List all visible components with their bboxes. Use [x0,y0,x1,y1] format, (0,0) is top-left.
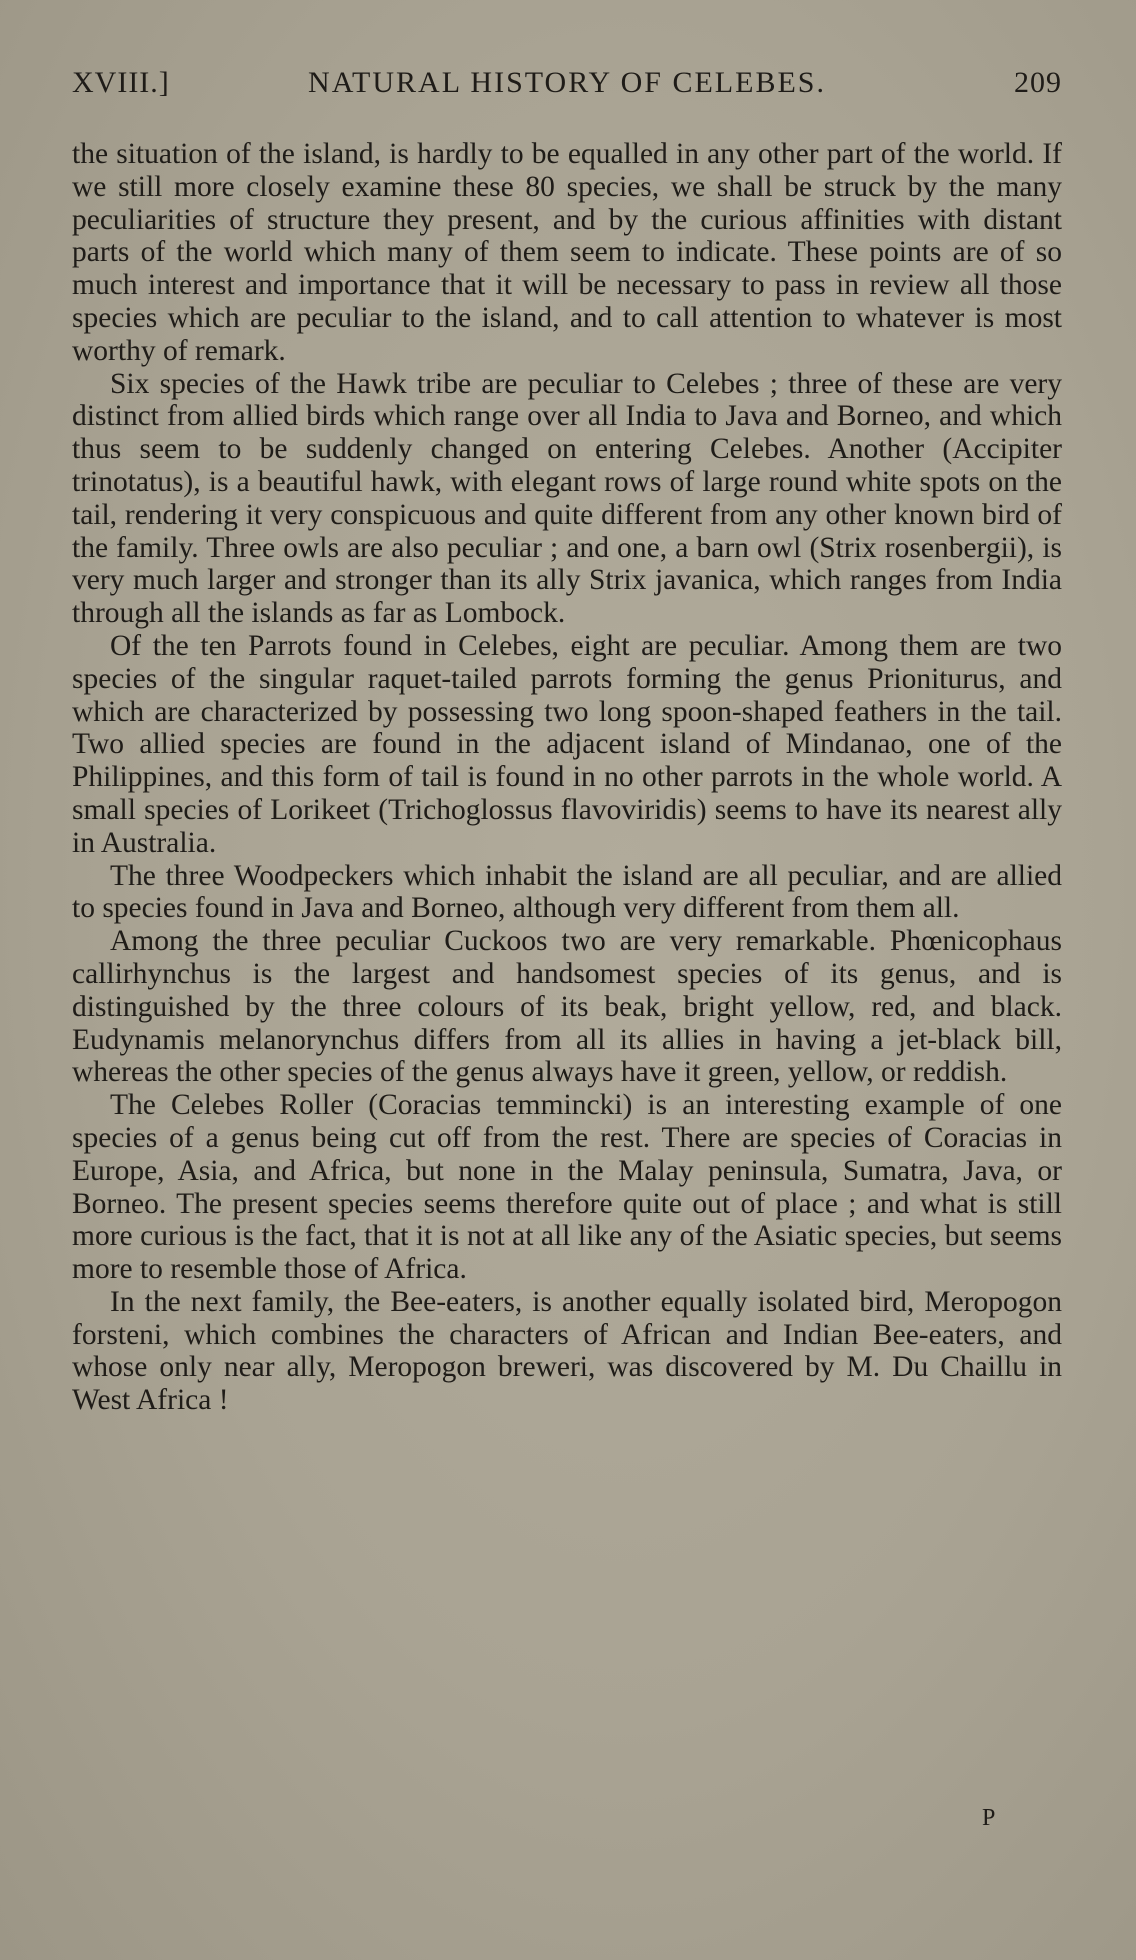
paragraph-continuation: the situation of the island, is hardly to be equalled in any other part of the world. If we still more closely examine these 80 species, we shall be struck by the many peculiarities of structure they present, and by the curious affinities with distant parts of the world which many of them seem to indicate. These points are of so much interest and importance that it will be necessary to pass in review all those species which are peculiar to the island, and to call attention to whatever is most worthy of remark. [72,138,1062,367]
page-number: 209 [1014,66,1062,99]
paragraph-parrots: Of the ten Parrots found in Celebes, eight are peculiar. Among them are two species of the singular raquet-tailed parrots forming the genus Prioniturus, and which are characterized by possessing two long spoon-shaped feathers in the tail. Two allied species are found in the adjacent island of Mindanao, one of the Philippines, and this form of tail is found in no other parrots in the whole world. A small species of Lorikeet (Trichoglossus flavoviridis) seems to have its nearest ally in Australia. [72,629,1062,859]
paragraph-bee-eaters: In the next family, the Bee-eaters, is another equally isolated bird, Meropogon forsteni, which combines the characters of African and Indian Bee-eaters, and whose only near ally, Meropogon breweri, was discovered by M. Du Chaillu in West Africa ! [72,1285,1062,1417]
paragraph-roller: The Celebes Roller (Coracias temmincki) is an interesting example of one species of a genus being cut off from the rest. There are species of Coracias in Europe, Asia, and Africa, but none in the Malay peninsula, Sumatra, Java, or Borneo. The present species seems therefore quite out of place ; and what is still more curious is the fact, that it is not at all like any of the Asiatic species, but seems more to resemble those of Africa. [72,1089,1062,1286]
running-title: NATURAL HISTORY OF CELEBES. [308,66,826,99]
page-body [72,138,1062,1417]
paragraph-hawks-owls: Six species of the Hawk tribe are peculiar to Celebes ; three of these are very distinct from allied birds which range over all India to Java and Borneo, and which thus seem to be suddenly changed on entering Celebes. Another (Accipiter trinotatus), is a beautiful hawk, with elegant rows of large round white spots on the tail, rendering it very conspicuous and quite different from any other known bird of the family. Three owls are also peculiar ; and one, a barn owl (Strix rosenbergii), is very much larger and stronger than its ally Strix javanica, which ranges from India through all the islands as far as Lombock. [72,367,1062,630]
paragraph-woodpeckers: The three Woodpeckers which inhabit the island are all peculiar, and are allied to species found in Java and Borneo, although very different from them all. [72,859,1062,925]
signature-mark: P [982,1805,996,1831]
paragraph-cuckoos: Among the three peculiar Cuckoos two are very remarkable. Phœnicophaus callirhynchus is the largest and handsomest species of its genus, and is distinguished by the three colours of its beak, bright yellow, red, and black. Eudynamis melanorynchus differs from all its allies in having a jet-black bill, whereas the other species of the genus always have it green, yellow, or reddish. [72,925,1062,1089]
chapter-number: XVIII.] [72,66,170,99]
running-header [72,66,1062,110]
